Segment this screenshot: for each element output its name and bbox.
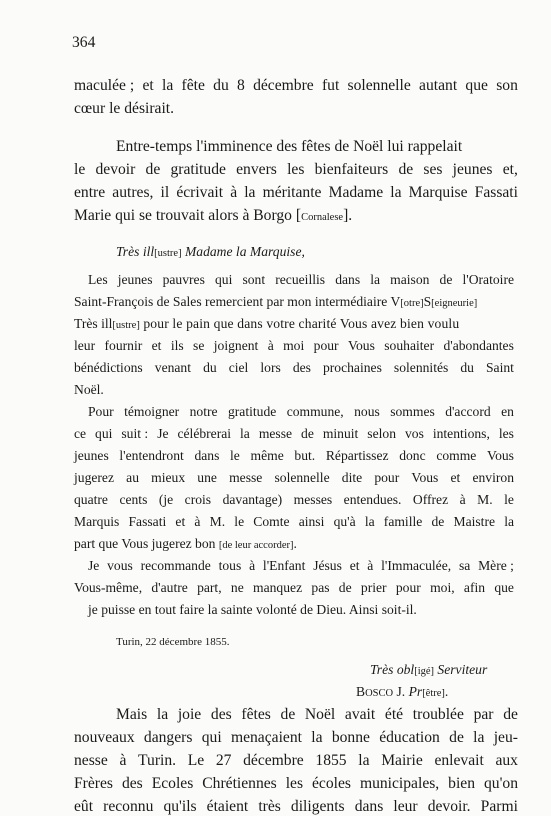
word: très	[258, 798, 281, 815]
editorial-insertion: [de leur accorder]	[218, 540, 294, 551]
word: sont	[242, 272, 266, 287]
word: de	[145, 161, 161, 178]
letter-salutation	[116, 244, 305, 260]
word: le	[74, 161, 86, 178]
word: qu'à	[333, 514, 356, 529]
word: suit :	[121, 426, 149, 441]
word: ce	[74, 426, 87, 441]
p1-line-2-main: Saint-François de Sales remercient par mon intermédiaire V	[74, 294, 401, 309]
letter-p2-line-4	[74, 470, 514, 486]
word: et	[450, 470, 461, 485]
word: notre	[189, 404, 218, 419]
word: qui	[214, 272, 233, 287]
word: de	[280, 706, 296, 723]
word: la	[364, 514, 375, 529]
word: la	[390, 184, 402, 201]
word: leur	[393, 798, 418, 815]
word: part,	[197, 580, 222, 595]
word: le	[234, 514, 245, 529]
word: été	[384, 706, 404, 723]
word: gratitude	[227, 404, 277, 419]
word: troublée	[412, 706, 464, 723]
word: à	[367, 558, 374, 573]
word: Le	[187, 752, 205, 769]
word: à	[459, 492, 466, 507]
word: famille	[383, 514, 423, 529]
word: commune,	[286, 404, 344, 419]
word: ne	[230, 580, 244, 595]
word: messes	[293, 492, 333, 507]
word: avait	[344, 706, 376, 723]
intro-line-4	[74, 207, 352, 225]
word: solennités	[393, 360, 449, 375]
word: sa	[458, 558, 471, 573]
letter-closing	[370, 662, 487, 678]
word: pas	[311, 580, 330, 595]
word: la	[156, 706, 169, 723]
word: maculée ;	[74, 77, 135, 94]
word: que	[494, 580, 514, 595]
word: à	[267, 338, 274, 353]
word: écoles	[312, 775, 351, 792]
word: souhaiter	[384, 338, 435, 353]
word: nesse	[74, 752, 108, 769]
word: éducation	[379, 729, 440, 746]
word: M.	[209, 514, 226, 529]
word: que	[465, 77, 488, 94]
word: 8	[237, 77, 245, 94]
closing-text-2: Serviteur	[434, 662, 488, 677]
word: Jésus	[313, 558, 342, 573]
letter-p2-line-5	[74, 492, 514, 508]
word: pour	[374, 470, 400, 485]
word: écrivait	[176, 184, 224, 201]
word: reconnu	[103, 798, 154, 815]
letter-date: Turin, 22 décembre 1855.	[116, 636, 230, 648]
word: enlevait	[434, 752, 484, 769]
closing-para-line-2	[74, 729, 518, 747]
word: pauvres	[162, 272, 205, 287]
word: jugerez	[74, 470, 114, 485]
word: comme	[436, 448, 477, 463]
word: moi	[283, 338, 305, 353]
word: en	[501, 404, 514, 419]
word: Pour	[88, 404, 114, 419]
p1-line-2-text	[74, 294, 477, 310]
word: Mairie	[381, 752, 423, 769]
word: environ	[472, 470, 514, 485]
word: à	[194, 514, 201, 529]
word: la	[358, 752, 370, 769]
word: nouveaux	[74, 729, 135, 746]
word: fut	[321, 77, 340, 94]
word: dans	[354, 798, 384, 815]
word: d'abondantes	[443, 338, 514, 353]
word: de	[301, 426, 314, 441]
letter-p3-line-1	[88, 558, 514, 574]
letter-p2-line-6	[74, 514, 514, 530]
intro-line-4-end: ].	[343, 207, 353, 224]
word: Les	[88, 272, 108, 287]
letter-p2-line-2	[74, 426, 514, 442]
closing-para-line-4	[74, 775, 518, 793]
word: et	[349, 558, 360, 573]
word: venant	[154, 360, 192, 375]
intro-line-2	[74, 161, 518, 179]
word: Fassati	[128, 514, 167, 529]
word: autres,	[112, 184, 154, 201]
word: prochaines	[322, 360, 382, 375]
word: jeunes	[74, 448, 109, 463]
word: l'Immaculée,	[381, 558, 452, 573]
word: Offrez	[412, 492, 449, 507]
word: les	[498, 426, 514, 441]
opening-line-1	[74, 77, 518, 95]
word: devoir.	[427, 798, 471, 815]
word: Vous	[411, 470, 439, 485]
word: gratitude	[170, 161, 226, 178]
word: afin	[463, 580, 486, 595]
editorial-insertion: Cornalese	[301, 212, 344, 223]
word: M.	[477, 492, 493, 507]
word: crois	[184, 492, 212, 507]
word: prier	[360, 580, 387, 595]
letter-p2-line-1	[88, 404, 514, 420]
word: envers	[236, 161, 277, 178]
word: à	[249, 558, 256, 573]
word: leur	[74, 338, 96, 353]
word: et	[175, 514, 186, 529]
word: aux	[495, 752, 518, 769]
word: Marquise	[408, 184, 468, 201]
word: Parmi	[480, 798, 518, 815]
p2-line-7-c: .	[293, 536, 297, 551]
word: des	[210, 706, 232, 723]
word: Comte	[253, 514, 290, 529]
word: et	[142, 77, 154, 94]
word: cents	[119, 492, 148, 507]
letter-p3-line-2	[74, 580, 514, 596]
word: Turin.	[138, 752, 177, 769]
word: lors	[260, 360, 281, 375]
word: qui	[201, 729, 222, 746]
word: Répartissez	[325, 448, 389, 463]
word: selon	[367, 426, 396, 441]
word: de	[431, 514, 445, 529]
word: quatre	[74, 492, 108, 507]
word: tous	[218, 558, 242, 573]
word: entre	[74, 184, 106, 201]
word: jeunes	[452, 161, 493, 178]
word: recueillis	[275, 272, 326, 287]
word: la	[504, 514, 514, 529]
word: Vous	[487, 448, 514, 463]
word: d'autre	[151, 580, 188, 595]
word: du	[203, 360, 217, 375]
word: manquez	[253, 580, 303, 595]
word: messe	[258, 426, 293, 441]
word: des	[292, 360, 311, 375]
word: il	[160, 184, 170, 201]
p1-line-3-a: Très ill	[74, 316, 113, 331]
intro-line-3	[74, 184, 518, 202]
word: à	[119, 752, 127, 769]
word: pour	[395, 580, 421, 595]
word: bienfaiteurs	[314, 161, 389, 178]
word: bonne	[331, 729, 370, 746]
word: jeu-	[493, 729, 518, 746]
sig-pr: Pr	[408, 684, 423, 699]
word: ciel	[228, 360, 249, 375]
word: de	[439, 272, 453, 287]
word: qui	[95, 426, 113, 441]
word: Noël	[304, 706, 336, 723]
word: entendues.	[343, 492, 402, 507]
word: ainsi	[298, 514, 325, 529]
word: bénédictions	[74, 360, 143, 375]
word: joie	[177, 706, 202, 723]
opening-line-2: cœur le désirait.	[74, 100, 175, 117]
word: décembre	[243, 752, 304, 769]
p1-line-3-c: pour le pain que dans votre charité Vous avez bien voulu	[139, 316, 460, 331]
word: et,	[502, 161, 518, 178]
word: qu'on	[484, 775, 518, 792]
word: l'Oratoire	[462, 272, 514, 287]
letter-p1-line-6: Noël.	[74, 382, 104, 397]
word: dans	[194, 448, 220, 463]
word: donc	[399, 448, 426, 463]
word: messe	[229, 470, 263, 485]
word: Madame	[328, 184, 384, 201]
editorial-insertion: [otre]	[400, 298, 424, 309]
word: fête	[181, 77, 205, 94]
word: eût	[74, 798, 94, 815]
letter-p1-line-3	[74, 316, 459, 332]
word: et	[151, 338, 162, 353]
word: jeunes	[117, 272, 153, 287]
word: solennelle	[274, 470, 330, 485]
word: de	[449, 729, 464, 746]
word: même	[250, 448, 284, 463]
word: fournir	[104, 338, 143, 353]
salutation-text: Très ill	[116, 244, 155, 259]
letter-p2-line-7	[74, 536, 297, 552]
word: à	[230, 184, 238, 201]
editorial-insertion: [ustre]	[112, 320, 140, 331]
word: Vous	[347, 338, 375, 353]
word: décembre	[253, 77, 314, 94]
word: dans	[335, 272, 361, 287]
editorial-insertion: [être]	[422, 688, 445, 699]
word: 27	[215, 752, 232, 769]
word: recommande	[140, 558, 211, 573]
word: Je	[157, 426, 169, 441]
word: vous	[107, 558, 133, 573]
word: minuit	[322, 426, 359, 441]
word: la	[370, 272, 381, 287]
word: témoigner	[124, 404, 180, 419]
p2-line-7-a: part que Vous jugerez bon	[74, 536, 219, 551]
word: sommes	[390, 404, 435, 419]
word: étaient	[206, 798, 249, 815]
word: solennelle	[347, 77, 411, 94]
page-number: 364	[72, 34, 96, 51]
word: de	[398, 161, 414, 178]
word: la	[240, 426, 250, 441]
letter-p1-line-2	[74, 294, 514, 310]
editorial-insertion: [ustre]	[154, 248, 182, 259]
word: célébrerai	[177, 426, 232, 441]
closing-para-line-5	[74, 798, 518, 816]
word: des	[121, 775, 143, 792]
sig-rest: J.	[393, 684, 409, 699]
word: Frères	[74, 775, 113, 792]
word: ils	[170, 338, 184, 353]
word: l'entendront	[119, 448, 184, 463]
sig-initial: B	[356, 684, 366, 699]
word: diligents	[290, 798, 345, 815]
word: davantage)	[222, 492, 283, 507]
word: but.	[294, 448, 316, 463]
salutation-text-2: Madame la Marquise,	[181, 244, 305, 259]
word: le	[230, 448, 240, 463]
word: fêtes	[241, 706, 271, 723]
word: de	[338, 580, 352, 595]
word: nous	[354, 404, 380, 419]
word: Saint	[485, 360, 514, 375]
closing-para-line-3	[74, 752, 518, 770]
closing-para-line-1	[116, 706, 518, 724]
word: la	[161, 77, 174, 94]
word: l'Enfant	[262, 558, 306, 573]
word: au	[126, 470, 139, 485]
word: Ecoles	[151, 775, 194, 792]
letter-p1-line-5	[74, 360, 514, 376]
word: les	[285, 775, 304, 792]
intro-line-4-text: Marie qui se trouvait alors à Borgo [	[74, 207, 302, 224]
word: son	[496, 77, 518, 94]
word: dite	[341, 470, 363, 485]
word: municipales,	[359, 775, 440, 792]
letter-p3-line-3: je puisse en tout faire la sainte volonté de Dieu. Ainsi soit-il.	[88, 602, 417, 617]
word: méritante	[262, 184, 322, 201]
word: intentions,	[432, 426, 490, 441]
word: une	[197, 470, 217, 485]
word: Mère ;	[478, 558, 514, 573]
word: Chrétiennes	[202, 775, 277, 792]
word: Je	[88, 558, 100, 573]
word: la	[473, 729, 485, 746]
word: par	[473, 706, 494, 723]
word: la	[311, 729, 323, 746]
word: se	[193, 338, 205, 353]
word: (je	[158, 492, 174, 507]
word: Mais	[116, 706, 148, 723]
word: vos	[404, 426, 424, 441]
word: le	[504, 492, 514, 507]
word: les	[287, 161, 305, 178]
editorial-insertion: [eigneurie]	[431, 298, 478, 309]
intro-line-1: Entre-temps l'imminence des fêtes de Noël lui rappelait	[116, 138, 463, 155]
word: ses	[423, 161, 443, 178]
word: Vous-même,	[74, 580, 143, 595]
word: autant	[419, 77, 458, 94]
sig-smallcaps: OSCO	[365, 688, 394, 699]
word: du	[460, 360, 474, 375]
word: de	[503, 706, 518, 723]
closing-text: Très obl	[370, 662, 415, 677]
letter-p1-line-1	[88, 272, 514, 288]
word: Fassati	[474, 184, 518, 201]
letter-p2-line-3	[74, 448, 514, 464]
word: devoir	[95, 161, 136, 178]
word: dangers	[143, 729, 193, 746]
word: qu'ils	[163, 798, 197, 815]
word: maison	[390, 272, 430, 287]
word: bien	[448, 775, 476, 792]
letter-p1-line-4	[74, 338, 514, 354]
letter-signature	[356, 684, 448, 700]
word: d'accord	[445, 404, 491, 419]
word: pour	[313, 338, 339, 353]
p1-line-2-mid: S	[423, 294, 432, 309]
word: la	[244, 184, 256, 201]
word: joignent	[213, 338, 259, 353]
editorial-insertion: [igé]	[414, 666, 435, 677]
word: mieux	[151, 470, 186, 485]
word: 1855	[315, 752, 347, 769]
word: menaçaient	[230, 729, 302, 746]
sig-end: .	[444, 684, 449, 699]
word: moi,	[430, 580, 455, 595]
word: Maistre	[453, 514, 496, 529]
word: Marquis	[74, 514, 120, 529]
word: du	[213, 77, 229, 94]
